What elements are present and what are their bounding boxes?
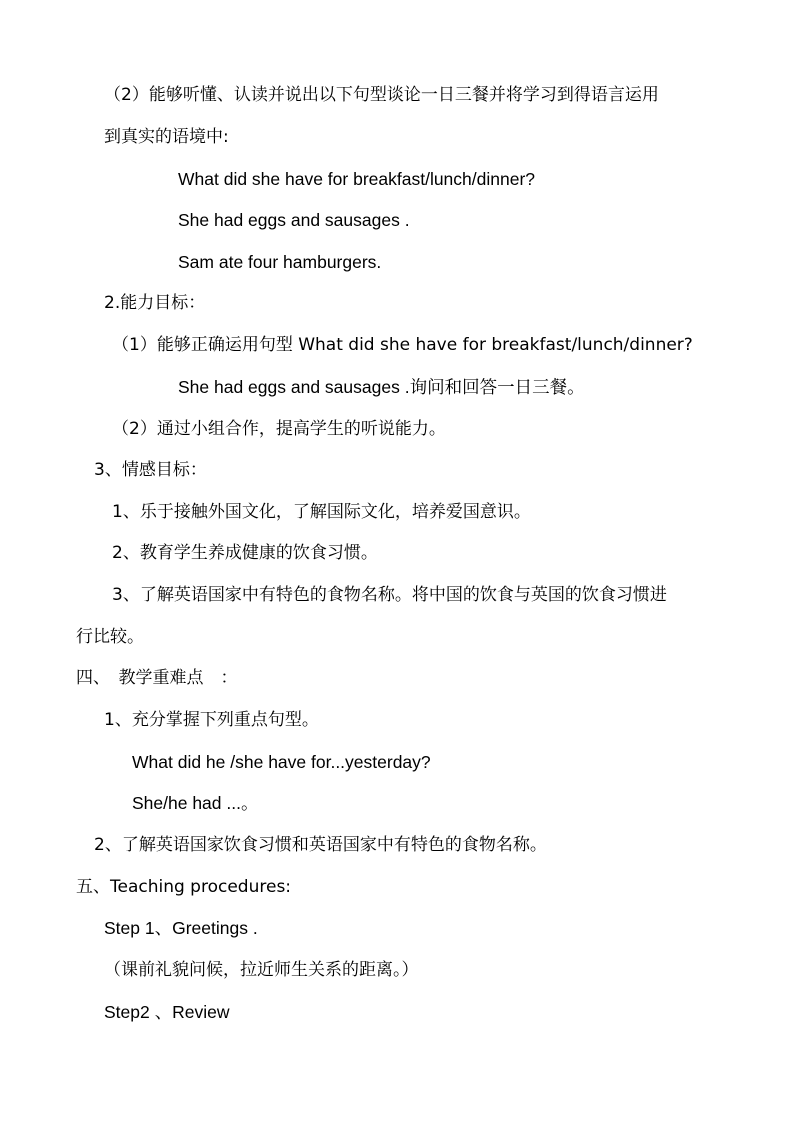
ability-goal-1-line-2: She had eggs and sausages .询问和回答一日三餐。	[178, 377, 585, 397]
ability-goal-heading: 2.能力目标：	[104, 293, 206, 313]
step-2: Step2 、Review	[104, 1002, 230, 1022]
section-5-heading: 五、Teaching procedures:	[76, 877, 292, 897]
key-sentence-answer: She/he had ...。	[132, 793, 259, 813]
example-answer-2: Sam ate four hamburgers.	[178, 252, 382, 272]
example-question: What did she have for breakfast/lunch/dinner?	[178, 169, 536, 189]
objective-2-line-2: 到真实的语境中:	[104, 127, 229, 147]
objective-2-line-1: （2）能够听懂、认读并说出以下句型谈论一日三餐并将学习到得语言运用	[104, 85, 659, 105]
emotion-goal-3-line-2: 行比较。	[76, 627, 144, 647]
emotion-goal-heading: 3、情感目标：	[94, 460, 207, 480]
key-sentence-question: What did he /she have for...yesterday?	[132, 752, 431, 772]
step-1-note: （课前礼貌问候，拉近师生关系的距离。）	[104, 960, 419, 980]
ability-goal-1-line-1: （1）能够正确运用句型 What did she have for breakfast/lunch/dinner?	[112, 335, 693, 355]
key-point-1: 1、充分掌握下列重点句型。	[104, 710, 319, 730]
section-4-heading: 四、 教学重难点 ：	[76, 668, 238, 688]
example-answer-1: She had eggs and sausages .	[178, 210, 410, 230]
emotion-goal-3-line-1: 3、了解英语国家中有特色的食物名称。将中国的饮食与英国的饮食习惯进	[112, 585, 667, 605]
ability-goal-2: （2）通过小组合作，提高学生的听说能力。	[112, 419, 446, 439]
key-point-2: 2、了解英语国家饮食习惯和英语国家中有特色的食物名称。	[94, 835, 547, 855]
step-1: Step 1、Greetings .	[104, 918, 258, 938]
emotion-goal-2: 2、教育学生养成健康的饮食习惯。	[112, 543, 378, 563]
emotion-goal-1: 1、乐于接触外国文化，了解国际文化，培养爱国意识。	[112, 502, 531, 522]
